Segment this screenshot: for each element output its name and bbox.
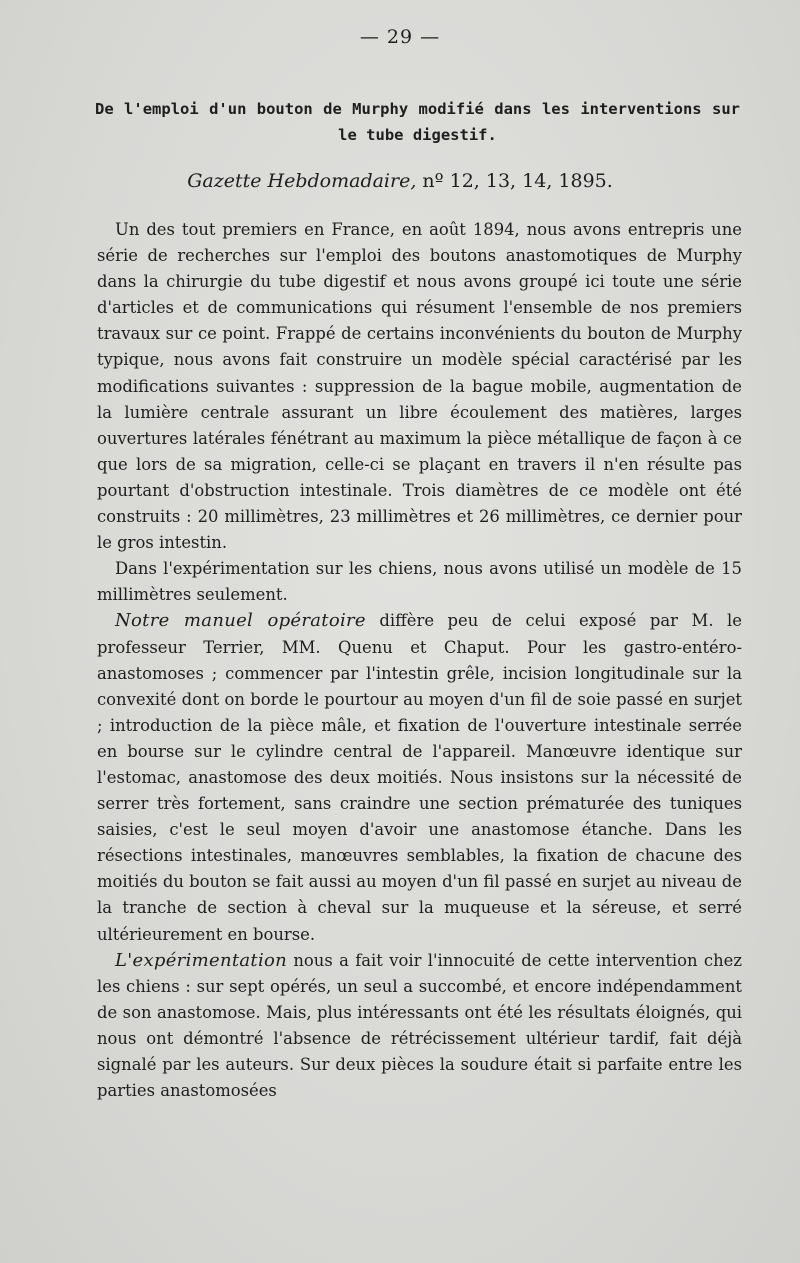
article-title-line-2: le tube digestif. [338,126,497,144]
article-body [97,217,742,1104]
paragraph-3-lead: Notre manuel opératoire [115,610,366,632]
article-title-line-1: De l'emploi d'un bouton de Murphy modifié dans les interventions sur [95,100,740,118]
page-number: — 29 — [359,26,441,48]
paragraph-4-text: nous a fait voir l'innocuité de cette intervention chez les chiens : sur sept opérés, un seul a succombé, et encore indépendamment de son anastomose. Mais, plus intéressants ont été les résultats éloignés, qui nous ont démontré l'absence de rétrécissement ultérieur tardif, fait déjà signalé par les auteurs. Sur deux pièces la soudure était si parfaite entre les parties anastomosées [97,950,742,1101]
paragraph-2: Dans l'expérimentation sur les chiens, nous avons utilisé un modèle de 15 millimètres seulement. [97,559,742,605]
journal-name: Gazette Hebdomadaire, [187,170,417,192]
article-title [95,96,740,148]
paragraph-4-lead: L'expérimentation [115,949,288,971]
issue-info: nº 12, 13, 14, 1895. [416,170,613,192]
paragraph-4 [97,948,742,1105]
paragraph-3-text: diffère peu de celui exposé par M. le professeur Terrier, MM. Quenu et Chaput. Pour les gastro-entéro-anastomoses ; commencer par l'intestin grêle, incision longitudinale sur la convexité dont on borde le pourtour au moyen d'un fil de soie passé en surjet ; introduction de la pièce mâle, et fixation de l'ouverture intestinale serrée en bourse sur le cylindre central de l'appareil. Manœuvre identique sur l'estomac, anastomose des deux moitiés. Nous insistons sur la nécessité de serrer très fortement, sans craindre une section prématurée des tuniques saisies, c'est le seul moyen d'avoir une anastomose étanche. Dans les résections intestinales, manœuvres semblables, la fixation de chacune des moitiés du bouton se fait aussi au moyen d'un fil passé en surjet au niveau de la tranche de section à cheval sur la muqueuse et la séreuse, et serré ultérieurement en bourse. [97,611,742,944]
paragraph-3 [97,608,742,947]
paragraph-1: Un des tout premiers en France, en août 1894, nous avons entrepris une série de recherches sur l'emploi des boutons anastomotiques de Murphy dans la chirurgie du tube digestif et nous avons groupé ici toute une série d'articles et de communications qui résument l'ensemble de nos premiers travaux sur ce point. Frappé de certains inconvénients du bouton de Murphy typique, nous avons fait construire un modèle spécial caractérisé par les modifications suivantes : suppression de la bague mobile, augmentation de la lumière centrale assurant un libre écoulement des matières, larges ouvertures latérales fénétrant au maximum la pièce métallique de façon à ce que lors de sa migration, celle-ci se plaçant en travers il n'en résulte pas pourtant d'obstruction intestinale. Trois diamètres de ce modèle ont été construits : 20 millimètres, 23 millimètres et 26 millimètres, ce dernier pour le gros intestin. [97,220,742,553]
source-reference [0,170,800,192]
